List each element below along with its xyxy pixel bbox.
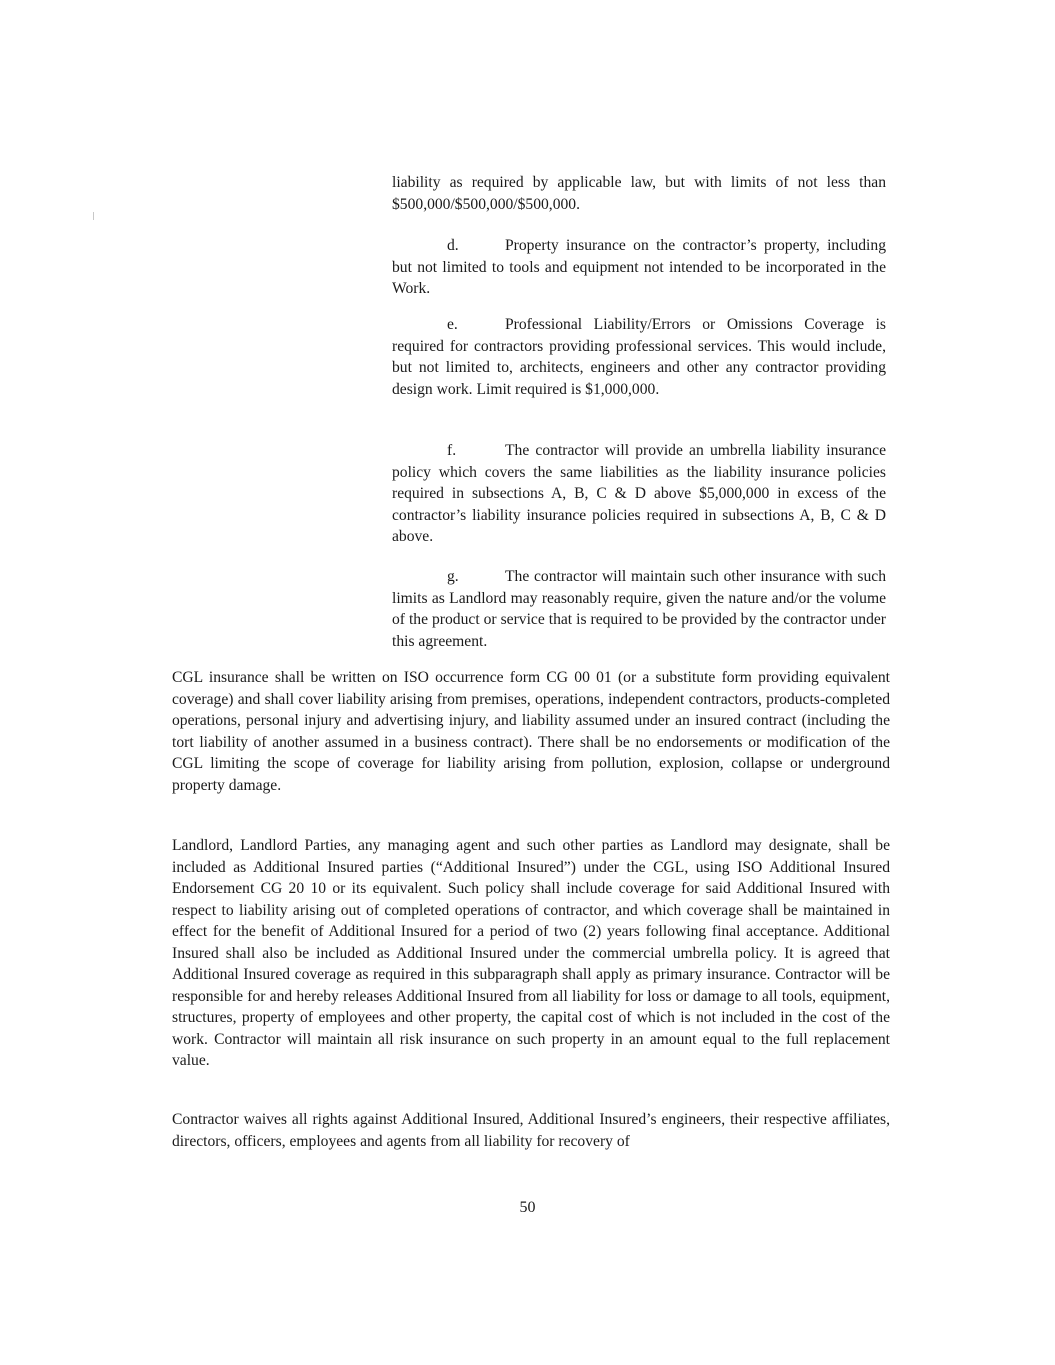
continued-item-text: liability as required by applicable law, but with limits of not less than $500,000/$500,000/$500,000.	[392, 174, 886, 213]
item-letter: g.	[447, 568, 459, 585]
item-text: The contractor will provide an umbrella liability insurance policy which covers the same liabilities as the liability insurance policies required in subsections A, B, C & D above $5,000,000 in excess of the contractor’s liability insurance policies required in subsections A, B, C & D above.	[392, 442, 886, 545]
item-letter: f.	[447, 442, 457, 459]
page-number: 50	[519, 1199, 536, 1216]
item-letter: d.	[447, 237, 459, 254]
list-item-e	[392, 314, 886, 400]
item-text: Professional Liability/Errors or Omissions Coverage is required for contractors providing professional services. This would include, but not limited to, architects, engineers and other any contractor providing design work. Limit required is $1,000,000.	[392, 316, 886, 398]
item-text: Property insurance on the contractor’s property, including but not limited to tools and equipment not intended to be incorporated in the Work.	[392, 237, 886, 297]
list-item-f	[392, 440, 886, 548]
paragraph-additional-insured	[172, 835, 890, 1072]
list-item-d	[392, 235, 886, 300]
continued-item	[392, 172, 886, 215]
paragraph-waiver	[172, 1109, 890, 1152]
item-letter: e.	[447, 316, 458, 333]
item-text: The contractor will maintain such other insurance with such limits as Landlord may reasonably require, given the nature and/or the volume of the product or service that is required to be provided by the contractor under this agreement.	[392, 568, 886, 650]
scan-margin-mark	[93, 212, 94, 220]
paragraph-cgl	[172, 667, 890, 796]
list-item-g	[392, 566, 886, 652]
paragraph-text: CGL insurance shall be written on ISO occurrence form CG 00 01 (or a substitute form providing equivalent coverage) and shall cover liability arising from premises, operations, independent contractors, products-completed operations, personal injury and advertising injury, and liability assumed under an insured contract (including the tort liability of another assumed in a business contract). There shall be no endorsements or modification of the CGL limiting the scope of coverage for liability arising from pollution, explosion, collapse or underground property damage.	[172, 669, 890, 794]
paragraph-text: Contractor waives all rights against Additional Insured, Additional Insured’s engineers, their respective affiliates, directors, officers, employees and agents from all liability for recovery of	[172, 1111, 890, 1150]
paragraph-text: Landlord, Landlord Parties, any managing agent and such other parties as Landlord may designate, shall be included as Additional Insured parties (“Additional Insured”) under the CGL, using ISO Additional Insured Endorsement CG 20 10 or its equivalent. Such policy shall include coverage for said Additional Insured with respect to liability arising out of completed operations of contractor, and which coverage shall be maintained in effect for the benefit of Additional Insured for a period of two (2) years following final acceptance. Additional Insured shall also be included as Additional Insured under the commercial umbrella policy. It is agreed that Additional Insured coverage as required in this subparagraph shall apply as primary insurance. Contractor will be responsible for and hereby releases Additional Insured from all liability for loss or damage to all tools, equipment, structures, property of employees and other property, the capital cost of which is not included in the cost of the work. Contractor will maintain all risk insurance on such property in an amount equal to the full replacement value.	[172, 837, 890, 1069]
